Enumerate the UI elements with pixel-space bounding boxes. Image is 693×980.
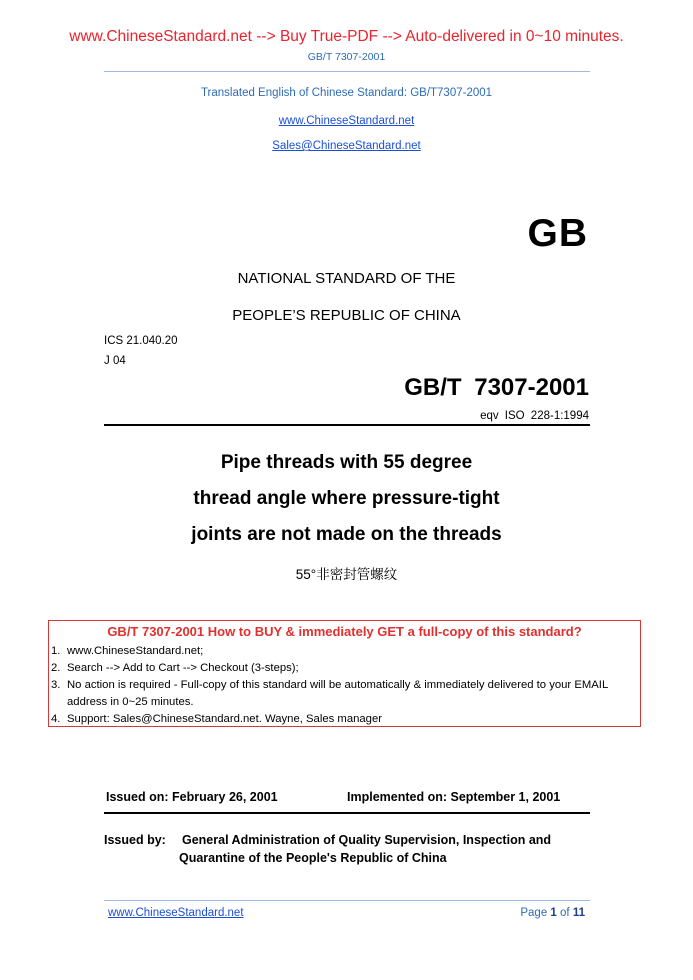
purchase-step <box>51 677 642 711</box>
page-prefix: Page <box>520 907 548 919</box>
sales-link-row <box>0 136 693 154</box>
header-divider <box>104 71 590 72</box>
purchase-step[interactable] <box>51 643 642 660</box>
national-standard-line2: PEOPLE’S REPUBLIC OF CHINA <box>232 307 461 324</box>
header-standard-number: GB/T 7307-2001 <box>307 51 386 63</box>
gb-mark: GB <box>527 212 588 255</box>
purchase-info-title: GB/T 7307-2001 How to BUY & immediately GET a full-copy of this standard? <box>107 624 582 639</box>
title-line1: Pipe threads with 55 degree <box>220 452 473 473</box>
footer-website-link[interactable]: www.ChineseStandard.net <box>108 907 244 919</box>
ics-code: ICS 21.040.20 <box>104 335 178 347</box>
purchase-step <box>51 660 642 677</box>
purchase-steps-list <box>51 643 642 728</box>
issued-on-date: Issued on: February 26, 2001 <box>106 790 278 804</box>
title-divider <box>104 424 590 426</box>
website-link[interactable]: www.ChineseStandard.net <box>278 115 415 127</box>
issuer-line1: General Administration of Quality Supervision, Inspection and <box>182 833 552 847</box>
sales-email-link[interactable]: Sales@ChineseStandard.net <box>272 140 421 152</box>
step-number: 1. <box>51 645 61 657</box>
footer-divider <box>104 900 590 901</box>
issued-by-label: Issued by: <box>104 833 166 847</box>
purchase-step <box>51 711 642 728</box>
step-number: 4. <box>51 713 61 725</box>
step-text: No action is required - Full-copy of this standard will be automatically & immediately delivered to your EMAIL address in 0~25 minutes. <box>67 679 608 708</box>
issuer-line2: Quarantine of the People's Republic of China <box>179 851 447 865</box>
step-number: 2. <box>51 662 61 674</box>
page-of: of <box>560 907 570 919</box>
page-current: 1 <box>550 907 557 919</box>
chinese-title: 55°非密封管螺纹 <box>295 567 398 582</box>
top-banner[interactable]: www.ChineseStandard.net --> Buy True-PDF --> Auto-delivered in 0~10 minutes. <box>69 28 624 45</box>
standard-code: GB/T 7307-2001 <box>404 374 589 401</box>
title-line2: thread angle where pressure-tight <box>193 488 500 509</box>
page-total: 11 <box>572 907 585 919</box>
page-indicator <box>520 907 585 919</box>
purchase-info-box <box>48 620 641 727</box>
equivalence-note: eqv ISO 228-1:1994 <box>480 410 589 422</box>
step-text: Support: Sales@ChineseStandard.net. Wayne, Sales manager <box>67 713 382 725</box>
step-text: Search --> Add to Cart --> Checkout (3-steps); <box>67 662 299 674</box>
implemented-on-date: Implemented on: September 1, 2001 <box>347 790 561 804</box>
classification-code: J 04 <box>104 355 126 367</box>
step-number: 3. <box>51 679 61 691</box>
title-line3: joints are not made on the threads <box>191 524 502 545</box>
website-link-row <box>0 111 693 129</box>
step-text: www.ChineseStandard.net; <box>67 645 204 657</box>
translated-line: Translated English of Chinese Standard: GB/T7307-2001 <box>200 87 493 99</box>
dates-divider <box>104 812 590 814</box>
national-standard-line1: NATIONAL STANDARD OF THE <box>237 270 456 287</box>
